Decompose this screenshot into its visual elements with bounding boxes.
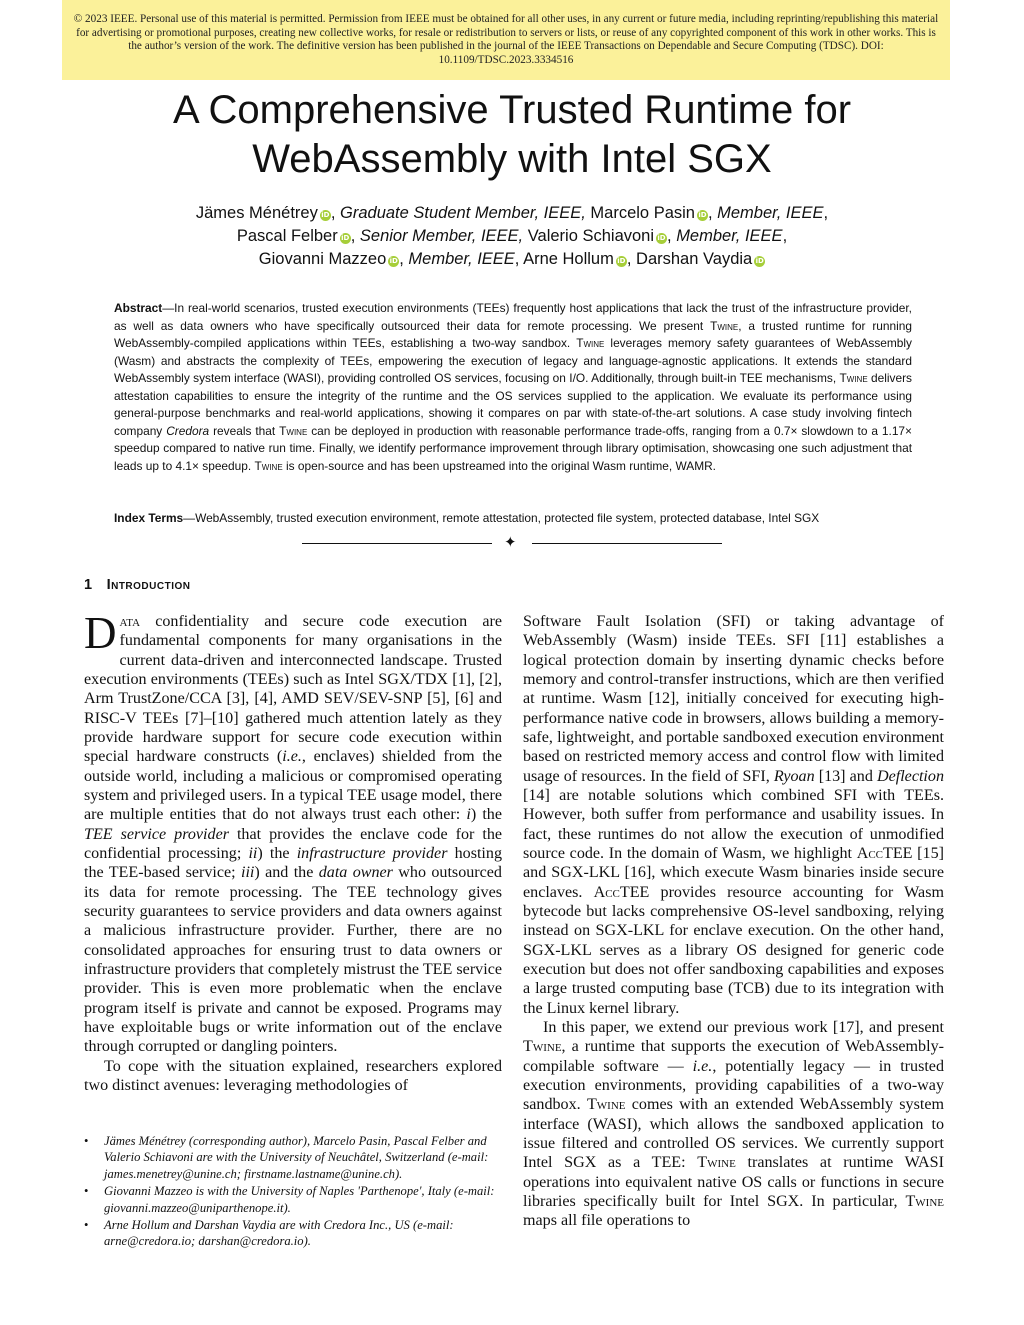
body-text: ) and the <box>254 864 319 882</box>
body-text: , a runtime that supports the execution of WebAssembly-compilable software — <box>523 1038 944 1075</box>
body-text: iii <box>240 864 255 882</box>
footnote <box>84 1133 502 1182</box>
drop-cap: D <box>84 608 117 658</box>
twine-name: Twine <box>279 423 308 438</box>
orcid-icon[interactable]: iD <box>389 257 398 265</box>
author-name: Jämes Ménétrey <box>195 204 318 222</box>
abstract-text: reveals that <box>209 423 280 438</box>
body-text: who outsourced its data for remote processing. The TEE technology gives security guarantees to service providers and data owners against a malicious infrastructure provider. Further, there are no consolidated approaches for ensuring trust to data owners or infrastructure providers that completely mistrust the TEE service provider. This is even more problematic when the enclave program itself is private and cannot be exposed. Programs may have exploitable bugs or write information out of the enclave through corrupted or dangling pointers. <box>84 864 502 1056</box>
abstract-text: is open-source and has been upstreamed into the original Wasm runtime, WAMR. <box>282 458 716 473</box>
right-column <box>523 612 944 1231</box>
author-list: Jämes Ménétrey iD, Graduate Student Member, IEEE, Marcelo Pasin iD, Member, IEEE, Pascal Felber iD, Senior Member, IEEE, Valerio Schiavoni iD, Member, IEEE, Giovanni Mazzeo iD, Member, IEEE, Arne Hollum iD, Darshan Vaydia iD <box>195 204 829 268</box>
acctee-name: AccTEE <box>856 844 913 862</box>
index-terms-text: —WebAssembly, trusted execution environment, remote attestation, protected file system, protected database, Intel SGX <box>183 511 820 525</box>
body-text: , enclaves) shielded from the outside world, including a malicious or compromised operating system and privileged users. In a typical TEE usage model, there are multiple entities that do not always trust each other: <box>84 748 502 824</box>
body-text: TEE service provider <box>84 825 229 843</box>
title-line-1: A Comprehensive Trusted Runtime for <box>172 88 852 132</box>
author-name: Pascal Felber <box>236 227 338 245</box>
body-text: i.e. <box>692 1057 713 1075</box>
body-text: [14] are notable solutions which combined SFI with TEEs. However, both suffer from performance and usability issues. In fact, these runtimes do not allow the execution of unmodified source code. In the domain of Wasm, we highlight <box>523 786 944 862</box>
body-text: In this paper, we extend our previous work [17], and present <box>543 1018 944 1036</box>
body-text: data owner <box>318 864 393 882</box>
author-name: Arne Hollum <box>523 250 614 268</box>
abstract-text: , a trusted runtime for running WebAssembly-compiled applications within TEEs, establishing a two-way sandbox. <box>114 318 912 350</box>
paper-title <box>62 86 962 184</box>
author-name: Darshan Vaydia <box>636 250 753 268</box>
footnote <box>84 1183 502 1216</box>
author-role: Graduate Student Member, IEEE, <box>340 204 586 222</box>
body-text: i <box>466 806 471 824</box>
author-role: Senior Member, IEEE, <box>359 227 524 245</box>
divider-ornament-icon: ✦ <box>504 533 517 551</box>
body-text: ) the <box>257 844 297 862</box>
body-text: [15] and SGX-LKL [16], which execute Wasm binaries inside secure enclaves. <box>523 844 944 901</box>
author-name: Giovanni Mazzeo <box>258 250 387 268</box>
abstract-text: —In real-world scenarios, trusted execution environments (TEEs) frequently host applications that lack the trust of the infrastructure provider, as well as data owners who have specifically outsourced their data for remote processing. We present <box>114 301 912 333</box>
footnote <box>84 1217 502 1250</box>
copyright-text: © 2023 IEEE. Personal use of this material is permitted. Permission from IEEE must be obtained for all other uses, in any current or future media, including reprinting/republishing this material for advertising or promotional purposes, creating new collective works, for resale or redistribution to servers or lists, or reuse of any copyrighted component of this work in other works. This is the author’s version of the work. The definitive version has been published in the journal of the IEEE Transactions on Dependable and Secure Computing (TDSC). DOI: 10.1109/TDSC.2023.3334516 <box>73 13 939 66</box>
body-text: Ryoan <box>773 767 815 785</box>
author-role: Member, IEEE <box>676 227 783 245</box>
author-role: Member, IEEE <box>717 204 824 222</box>
body-text: confidentiality and secure code execution are fundamental components for many organisations in the current data-driven and interconnected landscape. Trusted execution environments (TEEs) such as Intel SGX/TDX [1], [2], Arm TrustZone/CCA [3], [4], AMD SEV/SEV-SNP [5], [6] and RISC-V TEEs [7]–[10] gathered much attention lately as they provide hardware support for secure code execution within special hardware constructs ( <box>84 613 502 766</box>
intro-paragraph-4 <box>523 1018 944 1231</box>
copyright-notice <box>62 0 950 80</box>
body-text: ) the <box>470 806 502 824</box>
index-terms <box>114 510 912 527</box>
orcid-icon[interactable]: iD <box>657 234 666 242</box>
twine-name: Twine <box>905 1192 944 1210</box>
footnote-text: Jämes Ménétrey (corresponding author), Marcelo Pasin, Pascal Felber and Valerio Schiavoni are with the University of Neuchâtel, Switzerland (e-mail: james.menetrey@unine.ch; firstname.lastname@unine.ch). <box>104 1134 489 1181</box>
intro-paragraph-3 <box>523 612 944 1018</box>
abstract-label: Abstract <box>114 301 163 315</box>
author-name: Marcelo Pasin <box>590 204 695 222</box>
left-column <box>84 608 503 1095</box>
twine-name: Twine <box>697 1154 736 1172</box>
body-text: Software Fault Isolation (SFI) or taking advantage of WebAssembly (Wasm) inside TEEs. SFI [11] establishes a logical protection domain by inserting dynamic checks before memory and control-transfer instructions, which are then verified at runtime. Wasm [12], initially conceived for executing high-performance native code in browsers, allows building a memory-safe, lightweight, and portable sandboxed execution environment based on restricted memory access and control flow with limited usage of resources. In the field of SFI, <box>523 613 944 785</box>
twine-name: Twine <box>839 371 868 385</box>
intro-paragraph-2: To cope with the situation explained, researchers explored two distinct avenues: leveraging methodologies of <box>84 1057 502 1094</box>
body-text: ii <box>248 844 258 862</box>
body-text: provides resource accounting for Wasm bytecode but lacks comprehensive OS-level sandboxing, relying instead on SGX-LKL for enclave execution. On the other hand, SGX-LKL serves as a library OS designed for generic code execution but does not offer sandboxing capabilities and exposes a large trusted computing base (TCB) due to its integration with the Linux kernel library. <box>523 883 944 1017</box>
body-text: Deflection <box>876 767 944 785</box>
abstract-text: can be deployed in production with reasonable performance trade-offs, ranging from a 0.7× slowdown to a 1.17× speedup compared to native run time. Finally, we identify performance improvement through library optimisation, showcasing one such adjustment that leads up to 4.1× speedup. <box>114 423 912 473</box>
author-name: Valerio Schiavoni <box>527 227 655 245</box>
bullet-icon: • <box>84 1184 89 1199</box>
body-text: infrastructure provider <box>296 844 448 862</box>
abstract <box>114 300 912 475</box>
body-text: , potentially legacy — in trusted execution environments, providing capabilities of a two-way sandbox. <box>523 1057 944 1114</box>
section-divider <box>302 535 722 553</box>
lead-in: ata <box>119 613 141 630</box>
twine-name: Twine <box>523 1038 562 1056</box>
body-text: hosting the TEE-based service; <box>84 844 502 882</box>
twine-name: Twine <box>586 1096 626 1114</box>
footnote-text: Giovanni Mazzeo is with the University of Naples 'Parthenope', Italy (e-mail: giovanni.mazzeo@uniparthenope.it). <box>104 1184 495 1215</box>
title-line-2: WebAssembly with Intel SGX <box>252 137 772 181</box>
body-text: [13] and <box>814 767 877 785</box>
bullet-icon: • <box>84 1134 89 1148</box>
author-role: Member, IEEE <box>408 250 515 268</box>
index-terms-label: Index Terms <box>114 511 184 525</box>
twine-name: Twine <box>710 318 739 333</box>
body-text: maps all file operations to <box>523 1212 691 1230</box>
section-heading <box>84 577 191 593</box>
twine-name: Twine <box>576 336 605 350</box>
orcid-icon[interactable]: iD <box>755 257 764 265</box>
orcid-icon[interactable]: iD <box>617 257 626 265</box>
divider-line <box>532 543 722 544</box>
orcid-icon[interactable]: iD <box>341 234 350 242</box>
bullet-icon: • <box>84 1218 89 1233</box>
divider-line <box>302 543 492 544</box>
intro-paragraph-1 <box>84 608 503 1057</box>
body-text: comes with an extended WebAssembly system interface (WASI), which allows the sandboxed application to issue filtered and controlled OS services. We currently support Intel SGX as a TEE: <box>523 1096 944 1172</box>
body-text: translates at runtime WASI operations into equivalent native OS calls or functions in secure libraries specifically built for Intel SGX. In particular, <box>523 1154 944 1210</box>
footnote-text: Arne Hollum and Darshan Vaydia are with Credora Inc., US (e-mail: arne@credora.io; darshan@credora.io). <box>104 1218 454 1249</box>
orcid-icon[interactable]: iD <box>321 211 330 219</box>
acctee-name: AccTEE <box>593 883 650 901</box>
company-name: Credora <box>166 423 210 438</box>
twine-name: Twine <box>254 458 283 473</box>
section-number: 1 <box>84 577 93 593</box>
body-text: that provides the enclave code for the confidential processing; <box>84 825 503 862</box>
body-text: i.e. <box>282 748 302 766</box>
section-title: Introduction <box>106 577 191 593</box>
abstract-text: delivers attestation capabilities to ensure the integrity of the runtime and the OS services supplied to the application. We evaluate its performance using general-purpose benchmarks and real-world applications, showing it compares on par with state-of-the-art solutions. A case study involving fintech company <box>114 371 912 438</box>
orcid-icon[interactable]: iD <box>698 211 707 219</box>
author-affiliations <box>84 1133 502 1251</box>
abstract-text: leverages memory safety guarantees of WebAssembly (Wasm) and abstracts the complexity of TEEs, empowering the execution of legacy and language-agnostic applications. It extends the standard WebAssembly system interface (WASI), providing controlled OS services, focusing on I/O. Additionally, through built-in TEE mechanisms, <box>114 336 913 385</box>
